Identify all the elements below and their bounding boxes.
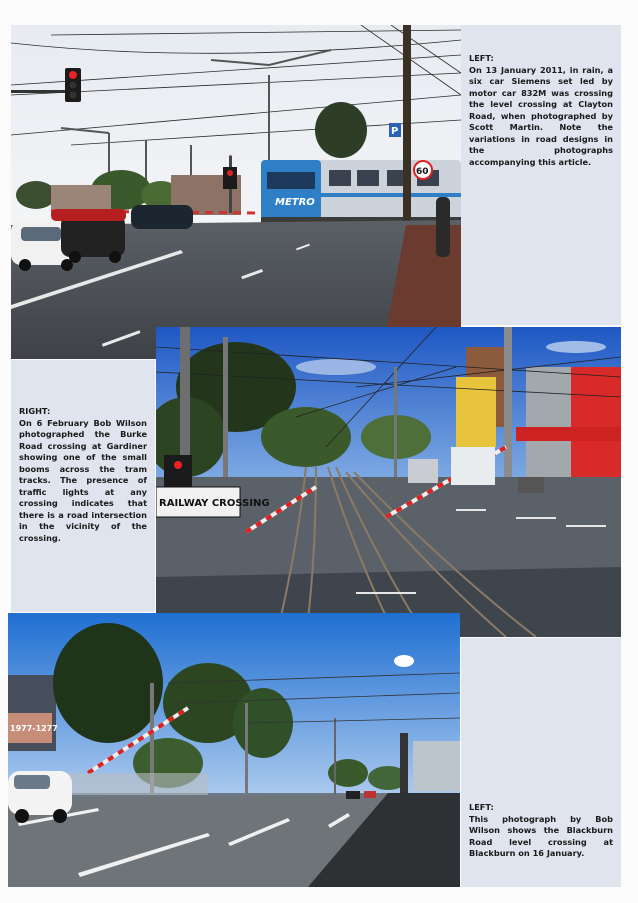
photo-clayton-road-image: [11, 25, 461, 359]
billboard: [8, 675, 58, 751]
photo-burke-road-image: [156, 327, 621, 637]
caption-bottom-text: This photograph by Bob Wilson shows the Blackburn Road level crossing at Blackburn on 16 January.: [469, 813, 613, 858]
billboard-text: 1977-1277: [10, 724, 58, 733]
photo-blackburn-road-image: [8, 613, 460, 887]
parking-sign-text: P: [391, 126, 399, 137]
caption-top: [469, 53, 613, 168]
railway-crossing-sign-text: RAILWAY CROSSING: [159, 498, 270, 509]
photo-blackburn-road: [8, 613, 460, 887]
caption-bottom-heading: LEFT:: [469, 802, 494, 812]
caption-middle-text: On 6 February Bob Wilson photographed the Burke Road crossing at Gardiner showing one of the small booms across the tram tracks. The presence of traffic lights at any crossing indicates that there is a road intersection in the vicinity of the crossing.: [19, 417, 147, 543]
caption-middle-heading: RIGHT:: [19, 406, 51, 416]
speed-sign-text: 60: [416, 167, 429, 177]
caption-box-top: [461, 25, 621, 325]
caption-bottom: [469, 802, 613, 860]
caption-middle: [19, 406, 147, 544]
caption-box-bottom: [461, 638, 621, 887]
photo-clayton-road: [11, 25, 461, 359]
caption-top-heading: LEFT:: [469, 53, 494, 63]
photo-burke-road: [156, 327, 621, 637]
caption-box-middle: [11, 360, 155, 612]
caption-top-text: On 13 January 2011, in rain, a six car Siemens set led by motor car 832M was crossing the level crossing at Clayton Road, when photographed by Scott Martin. Note the variations in road designs in the photographs accompanying this article.: [469, 64, 613, 167]
train-logo-text: METRO: [275, 197, 315, 208]
